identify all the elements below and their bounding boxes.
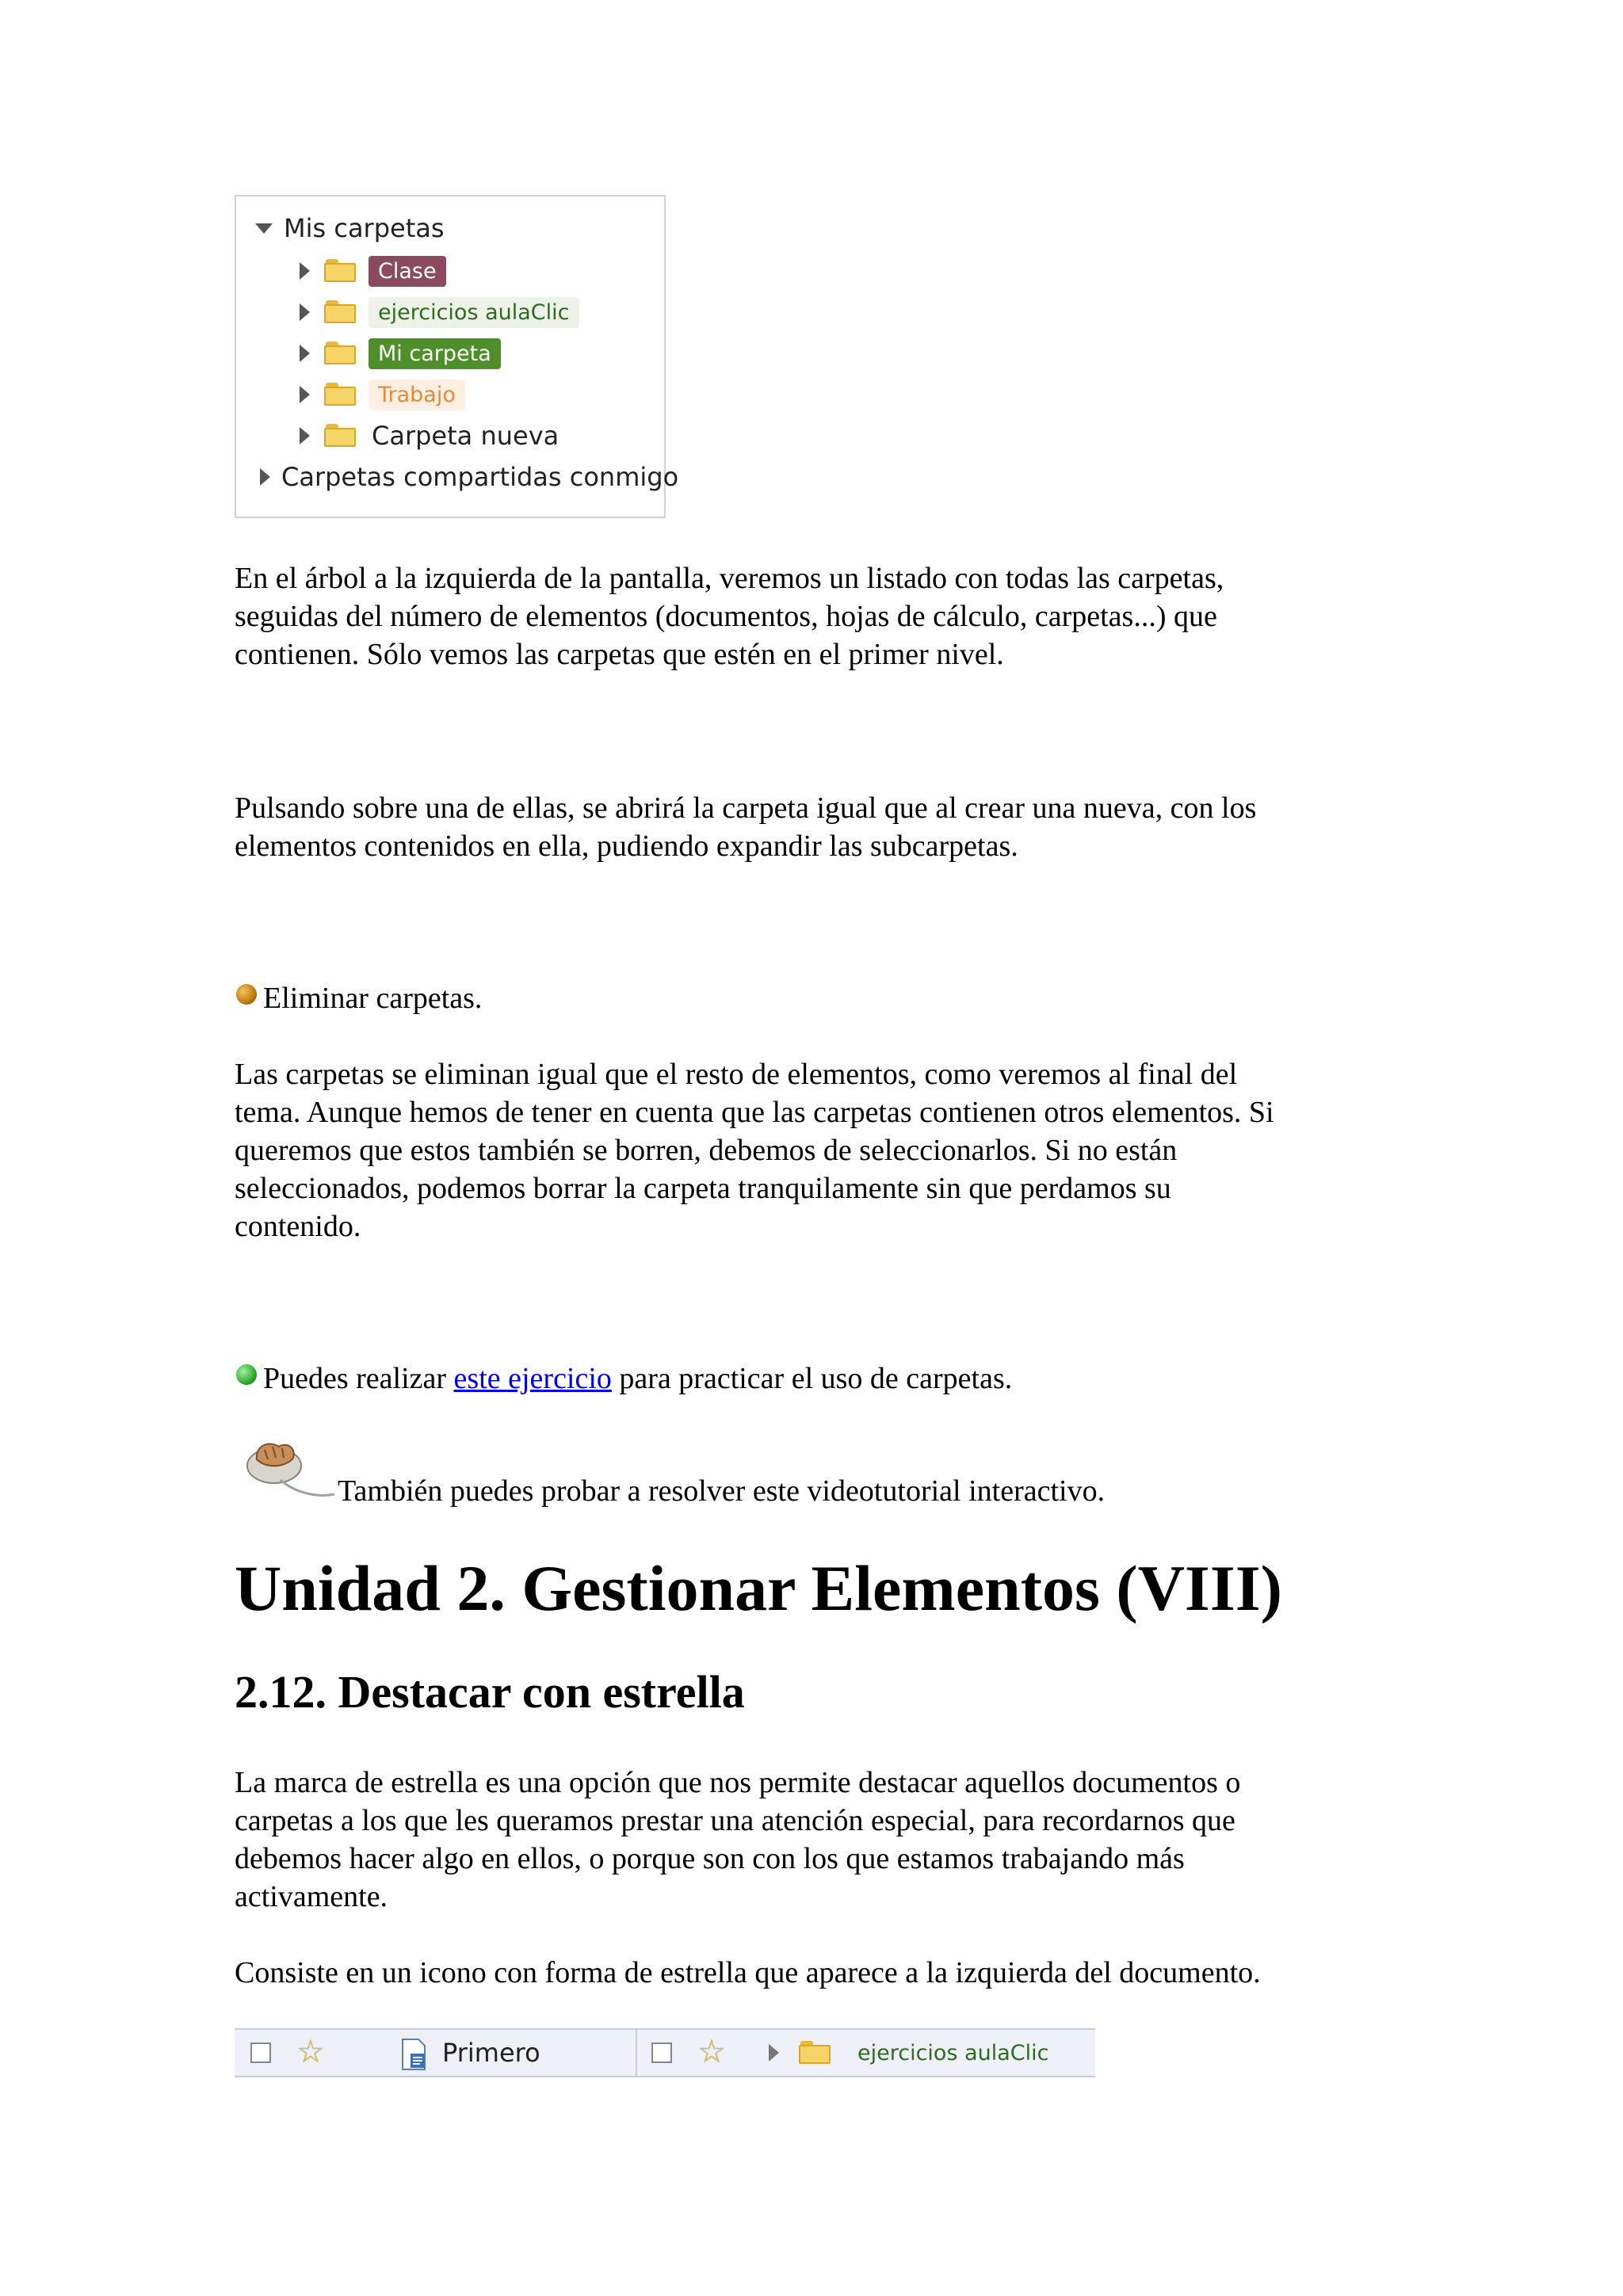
tree-item-mi-carpeta[interactable]: [300, 336, 501, 371]
text-line: activamente.: [235, 1880, 388, 1913]
tree-item-carpeta-nueva[interactable]: [300, 418, 559, 453]
star-icon[interactable]: ☆: [296, 2034, 325, 2070]
folder-label-chip: ejercicios aulaClic: [369, 297, 579, 328]
expanded-arrow-icon[interactable]: [255, 223, 273, 234]
text-line: contienen. Sólo vemos las carpetas que estén en el primer nivel.: [235, 638, 1004, 671]
text-line: queremos que estos también se borren, debemos de seleccionarlos. Si no están: [235, 1134, 1178, 1167]
folder-icon: [324, 341, 356, 365]
collapsed-arrow-icon[interactable]: [300, 386, 310, 403]
text-line: También puedes probar a resolver este videotutorial interactivo.: [338, 1474, 1106, 1508]
collapsed-arrow-icon[interactable]: [300, 262, 310, 280]
exercise-line: [263, 1360, 1420, 1398]
folder-icon: [324, 383, 356, 406]
folder-icon: [324, 300, 356, 324]
select-checkbox[interactable]: [651, 2042, 672, 2063]
folder-label-chip: Clase: [369, 256, 446, 287]
folder-label: Carpeta nueva: [372, 421, 559, 451]
folder-label-chip: Trabajo: [369, 379, 465, 410]
video-tutorial-line: [338, 1472, 1495, 1510]
text-line: seleccionados, podemos borrar la carpeta tranquilamente sin que perdamos su: [235, 1172, 1171, 1205]
paragraph-star-icon: [235, 1954, 1392, 1992]
tree-shared-with-me[interactable]: [260, 460, 678, 494]
star-icon[interactable]: ☆: [697, 2034, 726, 2070]
text-line: debemos hacer algo en ellos, o porque son con los que estamos trabajando más: [235, 1842, 1185, 1875]
tree-item-ejercicios[interactable]: [300, 295, 579, 330]
exercise-text-after: para practicar el uso de carpetas.: [611, 1362, 1013, 1395]
folder-tree-panel: [235, 195, 679, 518]
paragraph-delete-folders: [235, 1055, 1392, 1245]
paragraph-star-mark: [235, 1764, 1392, 1916]
text-line: Las carpetas se eliminan igual que el resto de elementos, como veremos al final del: [235, 1058, 1238, 1091]
folder-name-label[interactable]: ejercicios aulaClic: [857, 2041, 1049, 2065]
document-name-label[interactable]: Primero: [442, 2038, 540, 2068]
text-line: carpetas a los que les queramos prestar una atención especial, para recordarnos que: [235, 1804, 1235, 1837]
collapsed-arrow-icon[interactable]: [260, 468, 270, 486]
text-line: contenido.: [235, 1210, 361, 1243]
mouse-hand-icon: [233, 1431, 336, 1507]
collapsed-arrow-icon[interactable]: [300, 345, 310, 362]
green-bullet-icon: [236, 1364, 257, 1385]
tree-root-label: Mis carpetas: [284, 213, 445, 243]
collapsed-arrow-icon[interactable]: [769, 2044, 779, 2061]
folder-icon: [799, 2041, 831, 2065]
text-line: seguidas del número de elementos (documentos, hojas de cálculo, carpetas...) que: [235, 600, 1217, 633]
star-examples-strip: [235, 2028, 1095, 2077]
unit-heading: Unidad 2. Gestionar Elementos (VIII): [235, 1552, 1282, 1624]
document-icon: [398, 2038, 430, 2071]
text-line: tema. Aunque hemos de tener en cuenta que las carpetas contienen otros elementos. Si: [235, 1096, 1274, 1129]
collapsed-arrow-icon[interactable]: [300, 303, 310, 321]
orange-bullet-icon: [236, 984, 257, 1005]
text-line: Consiste en un icono con forma de estrella que aparece a la izquierda del documento.: [235, 1956, 1261, 1989]
folder-label-chip: Mi carpeta: [369, 338, 501, 369]
folder-icon: [324, 259, 356, 283]
tree-item-clase[interactable]: [300, 254, 446, 288]
folder-icon: [324, 424, 356, 448]
tree-item-trabajo[interactable]: [300, 377, 465, 412]
exercise-text-before: Puedes realizar: [263, 1362, 454, 1395]
paragraph-tree-description: [235, 559, 1392, 673]
column-divider: [636, 2030, 637, 2076]
shared-folders-label: Carpetas compartidas conmigo: [281, 462, 679, 492]
collapsed-arrow-icon[interactable]: [300, 427, 310, 444]
text-line: Eliminar carpetas.: [263, 982, 483, 1015]
paragraph-open-folder: [235, 789, 1392, 865]
text-line: Pulsando sobre una de ellas, se abrirá la carpeta igual que al crear una nueva, con los: [235, 791, 1257, 825]
text-line: elementos contenidos en ella, pudiendo expandir las subcarpetas.: [235, 830, 1018, 863]
select-checkbox[interactable]: [250, 2042, 271, 2063]
text-line: [263, 1360, 1420, 1398]
section-heading: 2.12. Destacar con estrella: [235, 1666, 745, 1718]
tree-root-my-folders[interactable]: [255, 211, 445, 246]
text-line: La marca de estrella es una opción que nos permite destacar aquellos documentos o: [235, 1766, 1241, 1799]
exercise-link[interactable]: este ejercicio: [453, 1362, 612, 1395]
text-line: En el árbol a la izquierda de la pantalla, veremos un listado con todas las carpetas,: [235, 562, 1224, 595]
heading-delete-folders: [263, 979, 1420, 1017]
